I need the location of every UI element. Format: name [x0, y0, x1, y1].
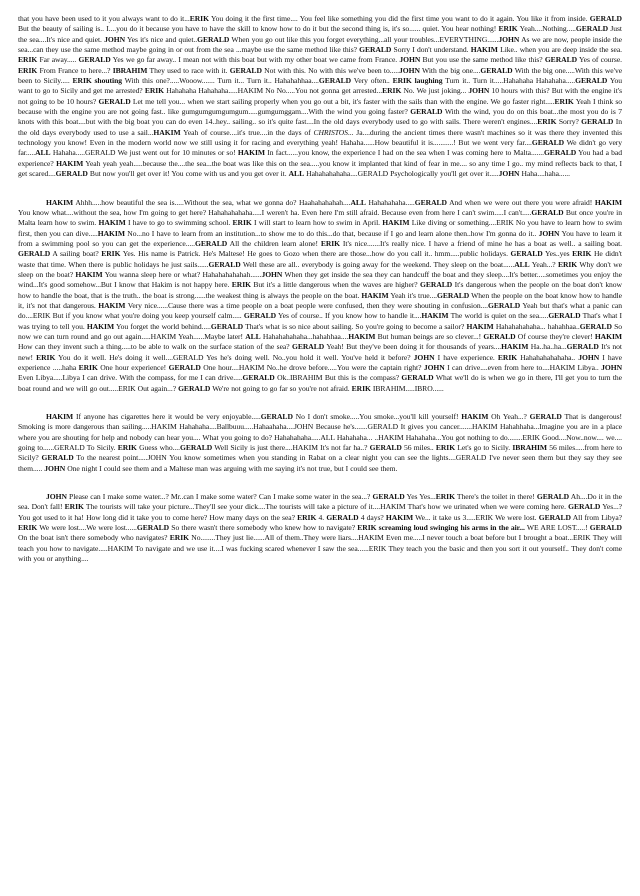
- speaker-name: ERIK: [36, 352, 56, 362]
- speaker-name: ALL: [245, 331, 261, 341]
- speaker-name: JOHN: [423, 363, 445, 372]
- dialogue-text: No I don't smoke.....You smoke...you'll kill yourself!: [292, 412, 462, 422]
- speaker-name: HAKIM: [237, 148, 265, 158]
- speaker-name: GERALD: [98, 96, 131, 106]
- dialogue-text: Of course they're clever!: [515, 331, 595, 341]
- dialogue-text: From France to here...?: [37, 65, 113, 75]
- dialogue-text: But it's a little dangerous when the waves are higher?: [250, 280, 421, 290]
- dialogue-text: With the big one....: [419, 65, 481, 75]
- speaker-name: GERALD: [531, 138, 565, 148]
- dialogue-text: The world is quiet on the sea.....: [448, 311, 549, 321]
- speaker-name: HAKIM: [461, 412, 489, 422]
- dialogue-text: When the people on the boat know how to handle it, it's not that dangerous.: [18, 290, 622, 310]
- dialogue-text: Yeah I think so because with the engine you are not going fast.. like gumgumgumgumgum.....gumgumggam....With the wind you going faster?: [18, 96, 622, 117]
- speaker-name: JOHN: [578, 352, 600, 362]
- speaker-name: GERALD: [197, 34, 230, 44]
- speaker-name: JOHN: [104, 34, 126, 44]
- speaker-name: GERALD: [18, 249, 51, 259]
- dialogue-text: Hahahahahaha... hahahhaa..: [493, 321, 580, 331]
- dialogue-text: I can drive....even from here to....HAKIM Libya..: [444, 363, 602, 372]
- dialogue-text: Ok..IBRAHIM But this is the compass?: [274, 373, 402, 383]
- dialogue-text: Just the sea....It's nice and quiet.: [18, 24, 622, 44]
- speaker-name: GERALD: [243, 311, 277, 321]
- speaker-name: ALL: [514, 259, 530, 269]
- dialogue-text: But human beings are so clever...!: [375, 331, 484, 341]
- speaker-name: ERIK: [18, 55, 38, 65]
- speaker-name: ERIK: [144, 86, 165, 96]
- speaker-name: GERALD: [529, 412, 562, 422]
- speaker-name: HAKIM: [98, 218, 126, 228]
- dialogue-text: No...no I have to learn from an institution...to show me to do this...do that, because if I go and learn alone then..how I'm gonna do it..: [124, 228, 539, 238]
- dialogue-text: Even Libya.....Libya I can drive. With the compass, for me I can drive.....: [18, 373, 243, 383]
- speaker-name: GERALD: [78, 55, 111, 65]
- dialogue-text: But now you'll get over it! You come with us and you get over it.: [87, 169, 289, 179]
- speaker-name: GERALD: [168, 363, 201, 372]
- dialogue-text: Let me tell you... when we start sailing properly when you go out a bit, it's faster with the sails than with the engine. We go faster right.....: [130, 96, 555, 106]
- dialogue-text: That is dangerous! Smoking is more dangerous than sailing.....HAKIM Hahahaha....Ballbuuu.....Hahaahaha....JOHN Because he's.......GERALD It gives you cancer.......HAKIM Hahahhaha...Imagine you are in a place where you are shouting for help and nobody can hear you.... What you going to do? Hahahahaha.....ALL Hahahaha... ..HAKIM Hahahaha...You got nothing to do........ERIK Good....Now..now.... we.... going to......GERALD To Sicily.: [18, 412, 622, 453]
- speaker-name: GERALD: [510, 249, 543, 259]
- dialogue-text: Guess who....: [136, 443, 180, 453]
- dialogue-text: So now we can turn round and go out again.....HAKIM Yeah......Maybe later!: [18, 321, 623, 341]
- dialogue-text: Sorry?: [556, 117, 582, 127]
- speaker-name: GERALD: [194, 238, 228, 248]
- dialogue-text: Yeah....Nothing.....: [517, 24, 576, 34]
- dialogue-text: Yes. His name is Patrick. He's Maltese! He goes to Gozo when there are those...how do you call it.. hmm.....public holidays.: [120, 249, 511, 259]
- dialogue-text: But the beauty of sailing is.. I....you do it because you have to have the skill to know how to do it but the second thing is, it's so...... quiet. You hear nothing!: [18, 24, 499, 34]
- dialogue-text: Ahhh.....how beautiful the sea is.....Without the sea, what we gonna do? Haahahahahah....: [73, 197, 351, 207]
- dialogue-text: Hahahahahaha...hahahhaa....: [260, 331, 349, 341]
- dialogue-text: Yes..yes: [542, 249, 573, 259]
- speaker-name: GERALD: [566, 342, 599, 352]
- speaker-name: HAKIM: [594, 331, 622, 341]
- dialogue-text: 4 days?: [358, 512, 386, 522]
- dialogue-text: With this one?.....Wooow....... Turn it... Turn it.. Hahahahhaa....: [121, 76, 319, 86]
- speaker-name: JOHN: [261, 269, 283, 279]
- speaker-name: ERIK: [497, 352, 518, 362]
- dialogue-text: Yes we go far away.. I mean not with this boat but with my other boat we came from France.: [110, 55, 400, 65]
- dialogue-text: Yes of course.: [577, 55, 622, 65]
- dialogue-text: With the big one.....With this we've been to Sicily.....: [18, 65, 623, 86]
- dialogue-text: Yes it's nice and quiet..: [125, 34, 198, 44]
- speaker-name: HAKIM: [348, 331, 376, 341]
- dialogue-text: We didn't go very far.....: [18, 138, 622, 158]
- dialogue-text: Well these are all.. everybody is going away for the weekend. They sleep on the boat......: [240, 259, 515, 269]
- dialogue-text: Hahahahahahaha..: [517, 352, 579, 362]
- speaker-name: GERALD: [531, 207, 564, 217]
- dialogue-text: And when we were out there you were afraid!: [446, 197, 595, 207]
- dialogue-text: I have experience .....haha: [18, 352, 623, 372]
- dialogue-text: You do it well. He's doing it well....GERALD Yes he's doing well. No..you hold it well. You've held it before?: [55, 352, 414, 362]
- dialogue-text: Very often..: [351, 76, 393, 86]
- dialogue-text: No. We just joking...: [401, 86, 469, 96]
- dialogue-text: Not with this. No with this we've been to.....: [261, 65, 399, 75]
- speaker-name: HAKIM: [97, 228, 125, 238]
- speaker-name: ERIK: [64, 502, 84, 512]
- dialogue-text: He didn't waste that time. When there is public holidays he just sails......: [18, 249, 622, 269]
- dialogue-text: Sorry I don't understand.: [391, 45, 471, 55]
- speaker-name: ERIK: [231, 280, 251, 290]
- speaker-name: JOHN: [413, 352, 435, 362]
- dialogue-text: I have experience.: [434, 352, 498, 362]
- dialogue-text: It's dangerous when the people on the boat don't know how to handle the boat, that is the truth.. the boat is strong......the weakest thing is always the people on the boat.: [18, 280, 622, 300]
- speaker-name: GERALD: [437, 290, 470, 300]
- transcript-paragraph: [18, 412, 622, 474]
- speaker-name: ALL: [35, 148, 51, 158]
- dialogue-text: In fact......you know, the experience I had on the sea when I was coming here to Malta.......: [264, 148, 544, 158]
- dialogue-text: Hahaha.....GERALD We just went out for 10 minutes or so!: [50, 148, 238, 158]
- speaker-name: GERALD: [543, 148, 577, 158]
- speaker-name: ERIK: [382, 86, 402, 96]
- dialogue-text: One night I could see them and a Maltese man was arguing with me saying it's not true, but I could see them.: [65, 463, 398, 473]
- dialogue-text: I have to go to swimming school.: [125, 218, 233, 228]
- dialogue-text: All the children learn alone!: [227, 238, 321, 248]
- speaker-name: JOHN: [601, 363, 623, 372]
- speaker-name: JOHN: [399, 55, 421, 65]
- speaker-name: JOHN: [398, 65, 420, 75]
- dialogue-text: Yeah...?: [529, 259, 558, 269]
- speaker-name: JOHN: [538, 228, 560, 238]
- speaker-name: ERIK: [351, 383, 371, 393]
- dialogue-text: You forget the world behind.....: [114, 321, 211, 331]
- dialogue-text: Yes Yes...: [404, 492, 436, 502]
- speaker-name: IBRAHIM: [112, 65, 148, 75]
- dialogue-text: When you go out like this you forget everything...all your troubles...EVERYTHING......: [229, 34, 499, 44]
- speaker-name: GERALD: [589, 14, 622, 23]
- speaker-name: HAKIM: [56, 158, 84, 168]
- dialogue-text: Ah....Do it in the sea. Don't fall!: [18, 492, 622, 512]
- dialogue-text: There's the toilet in there!: [454, 492, 537, 502]
- dialogue-text: One hour experience!: [97, 363, 169, 372]
- speaker-name: GERALD: [242, 373, 275, 383]
- speaker-name: HAKIM: [382, 218, 410, 228]
- speaker-name: GERALD: [536, 492, 570, 502]
- speaker-name: JOHN: [498, 169, 520, 179]
- speaker-name: HAKIM: [46, 197, 74, 207]
- speaker-name: GERALD: [372, 492, 405, 502]
- speaker-name: GERALD: [538, 512, 571, 522]
- speaker-name: ERIK: [101, 249, 121, 259]
- dialogue-text: 4.: [316, 512, 327, 522]
- dialogue-text: What we'll do is when we go in there, I'll get you to turn the boat round and we will go out.....ERIK Out again...?: [18, 373, 622, 393]
- speaker-name: GERALD: [581, 117, 614, 127]
- speaker-name: JOHN: [468, 86, 490, 96]
- dialogue-text: Far away.....: [37, 55, 79, 65]
- dialogue-text: But once you're in Malta learn how to swim.: [18, 207, 622, 228]
- transcript-paragraph: [18, 198, 622, 395]
- dialogue-text: You had a bad experience?: [18, 148, 622, 168]
- dialogue-text: How can they invent such a thing.....to be able to walk on the surface station of the sea?: [18, 342, 292, 352]
- speaker-name: GERALD: [579, 321, 612, 331]
- dialogue-text: They used to race with it.: [147, 65, 230, 75]
- speaker-name: ERIK: [169, 533, 189, 543]
- speaker-name: GERALD: [487, 300, 521, 310]
- speaker-name: JOHN: [46, 492, 67, 502]
- dialogue-text: On the boat isn't there somebody who navigates?: [18, 533, 170, 543]
- dialogue-text: You have to learn it from a swimming pool so you can get the experience.....: [18, 228, 622, 248]
- dialogue-text: Yeah it's true....: [388, 290, 438, 300]
- speaker-name: ERIK laughing: [392, 76, 443, 86]
- speaker-name: HAKIM: [98, 300, 126, 310]
- speaker-name: GERALD: [480, 65, 513, 75]
- dialogue-text: To the nearest point.....JOHN You know sometimes when you standing in Rabat on a clear night you can see the lights....GERALD I've never seen them but they say they see them.....: [18, 453, 622, 473]
- speaker-name: GERALD: [229, 65, 262, 75]
- speaker-name: GERALD: [369, 443, 402, 453]
- dialogue-text: Yeah yeah yeah.....because the....the sea...the boat was like this on the sea.....you know it implanted that kind of fear in me.... so any time I go.. my mind reflects back to that, I get scared....: [18, 158, 622, 179]
- dialogue-text: Please can I make some water...? Mr..can I make some water? Can I make some water in the sea...?: [66, 492, 373, 502]
- speaker-name: ERIK: [18, 523, 38, 533]
- speaker-name: GERALD: [548, 311, 581, 321]
- dialogue-text: IBRAHIM.....IBRO......: [370, 383, 444, 393]
- dialogue-text: 56 miles..: [401, 443, 436, 453]
- dialogue-text: Ha..ha..ha...: [528, 342, 567, 352]
- dialogue-text: When they get inside the sea they can handcuff the boat and they sleep....It's better.....sometimes you enjoy the wind...It's good somehow...But I know that Hakim is not happy here.: [18, 269, 622, 290]
- speaker-name: GERALD: [420, 280, 453, 290]
- dialogue-text: I will start to learn how to swim in April.: [251, 218, 383, 228]
- speaker-name: GERALD: [359, 45, 392, 55]
- dialogue-text: Like diving or something....ERIK No you have to learn how to swim first, then you can dive.....: [18, 218, 622, 238]
- speaker-name: ERIK: [18, 65, 38, 75]
- dialogue-text: So there wasn't there somebody who knew how to navigate?: [169, 523, 358, 533]
- speaker-name: ERIK: [435, 492, 455, 502]
- dialogue-text: We were lost....We were lost......: [37, 523, 137, 533]
- speaker-name: GERALD: [210, 321, 244, 331]
- speaker-name: ERIK: [78, 363, 98, 372]
- speaker-name: ERIK: [117, 443, 137, 453]
- speaker-name: ERIK screaming loud swinging his arms in the air...: [357, 523, 525, 533]
- speaker-name: GERALD: [589, 523, 622, 533]
- speaker-name: ERIK: [320, 238, 341, 248]
- speaker-name: HAKIM: [501, 342, 529, 352]
- speaker-name: HAKIM: [361, 290, 389, 300]
- speaker-name: HAKIM: [153, 127, 181, 137]
- speaker-name: ERIK: [232, 218, 252, 228]
- speaker-name: HAKIM: [421, 311, 449, 321]
- dialogue-text: But you use the same method like this?: [420, 55, 545, 65]
- dialogue-text: It's not new!: [18, 342, 622, 362]
- speaker-name: GERALD: [568, 502, 601, 512]
- dialogue-text: That's what I was trying to tell you.: [18, 311, 622, 331]
- speaker-name: JOHN: [44, 463, 66, 473]
- dialogue-text: 56 miles.....from here to Sicily?: [18, 443, 622, 463]
- dialogue-text: Let's go to Sicily.: [455, 443, 513, 453]
- dialogue-text: Very nice......Cause there was a time people on a boat people were confused, then they were shouting in confusion....: [125, 300, 488, 310]
- dialogue-text: You know what....without the sea, how I'm going to get here? Hahahahahaha.....I weren't ha. Even here I'm still afraid. Because even from here I can't swim.....I can't.....: [18, 207, 532, 217]
- dialogue-text: WE ARE LOST.....!: [524, 523, 590, 533]
- speaker-name: GERALD: [136, 523, 170, 533]
- dialogue-text: You want to go to Sicily and get me arrested?: [18, 76, 623, 96]
- speaker-name: GERALD: [410, 107, 443, 117]
- speaker-name: GERALD: [544, 55, 578, 65]
- dialogue-text: The tourists will take your picture...They'll see your dick....The tourists will take a picture of it....HAKIM That's how we urinated when we were coming here.: [83, 502, 569, 512]
- dialogue-text: A sailing boat?: [50, 249, 102, 259]
- dialogue-text: Yeah of course....it's true....in the days of: [180, 127, 314, 137]
- speaker-name: ALL: [288, 169, 305, 179]
- speaker-name: ERIK: [435, 443, 456, 453]
- speaker-name: IBRAHIM: [512, 443, 548, 453]
- speaker-name: ERIK: [557, 259, 578, 269]
- dialogue-text: Yes...? You got used to it ha! How long did it take you to come here? How many days on the sea?: [18, 502, 623, 522]
- speaker-name: GERALD: [483, 331, 516, 341]
- speaker-name: ALL: [350, 197, 366, 207]
- transcript-body: [18, 14, 622, 565]
- dialogue-text: We... it take us 3.....ERIK We were lost.: [413, 512, 539, 522]
- dialogue-text: Yeah but that's what a panic can do....ERIK But if you know what you're doing you keep yourself calm.....: [18, 300, 622, 321]
- speaker-name: GERALD: [260, 412, 293, 422]
- speaker-name: HAKIM: [466, 321, 494, 331]
- speaker-name: ERIK shouting: [72, 76, 122, 86]
- speaker-name: ERIK: [572, 249, 592, 259]
- speaker-name: ERIK: [189, 14, 209, 23]
- dialogue-text: It's nice.......It's really nice. I have a friend of mine he has a boat as well.. a sailing boat.: [340, 238, 622, 248]
- dialogue-text: Yes of course.. If you know how to handle it....: [276, 311, 422, 321]
- speaker-name: GERALD: [318, 76, 352, 86]
- dialogue-text: Why don't we sleep on the boat?: [18, 259, 622, 279]
- speaker-name: ERIK: [297, 512, 317, 522]
- transcript-paragraph: [18, 492, 622, 564]
- dialogue-text: We're not going to go far so you're not afraid.: [210, 383, 352, 393]
- dialogue-text: Well Sicily is just there....HAKIM It's not far ha..?: [212, 443, 370, 453]
- speaker-name: GERALD: [575, 24, 609, 34]
- dialogue-text: Haha....haha......: [519, 169, 570, 179]
- dialogue-text: that you have been used to it you always want to do it...: [18, 14, 190, 23]
- dialogue-text: You doing it the first time.... You feel like something you did the first time you want to do it again. You like it from inside.: [208, 14, 590, 23]
- dialogue-text: That's what is so nice about sailing. So you're going to become a sailor?: [243, 321, 467, 331]
- dialogue-text: ... Ja....during the ancient times there wasn't machines so it was there they invented this technology you know! Even in the modern world now we still using it for racing and everything yeah! Hahaha......How beautiful it is...........! But we went very far....: [18, 127, 622, 148]
- speaker-name: HAKIM: [86, 321, 115, 331]
- speaker-name: GERALD: [179, 443, 213, 453]
- dialogue-text: No........They just lie......All of them..They were liars....HAKIM Even me.....I never touch a boat before but I brought a boat...ERIK They will teach you how to navigate.....HAKIM To navigate and we use it....I was fucking scared whenever I saw the sea......ERIK They teach you the basic and then you sort it out yourself.. They don't come with you or anything....: [18, 533, 622, 564]
- speaker-name: ERIK: [498, 24, 518, 34]
- speaker-name: HAKIM: [385, 512, 414, 522]
- speaker-name: GERALD: [401, 373, 434, 383]
- dialogue-text: Hahahahaha.....: [365, 197, 415, 207]
- speaker-name: HAKIM: [594, 197, 622, 207]
- dialogue-text: Like.. when you are deep inside the sea.: [497, 45, 623, 55]
- speaker-name: ERIK: [537, 117, 557, 127]
- emphasis-text: CHRISTOS: [313, 127, 348, 137]
- speaker-name: ERIK: [554, 96, 574, 106]
- transcript-paragraph: [18, 14, 622, 180]
- dialogue-text: If anyone has cigarettes here it would be very enjoyable.....: [73, 412, 261, 422]
- speaker-name: GERALD: [575, 76, 608, 86]
- dialogue-text: Hahahaha Hahahaha.....HAKIM No No.....You not gonna get arrested...: [164, 86, 383, 96]
- dialogue-text: Hahahahahaha....GERALD Psychologically you'll get over it.....: [304, 169, 499, 179]
- speaker-name: HAKIM: [46, 412, 74, 422]
- speaker-name: GERALD: [178, 383, 211, 393]
- speaker-name: GERALD: [414, 197, 447, 207]
- dialogue-text: Yeah! But they've been doing it for thousands of years....: [324, 342, 502, 352]
- dialogue-text: Turn it.. Turn it.....Hahahaha Hahahaha.....: [442, 76, 576, 86]
- speaker-name: GERALD: [41, 453, 74, 463]
- speaker-name: GERALD: [208, 259, 241, 269]
- speaker-name: HAKIM: [470, 45, 498, 55]
- dialogue-text: 10 hours with this? But with the engine it's not going to be 10 hours?: [18, 86, 622, 106]
- dialogue-text: One hour....HAKIM No..he drove before.....You were the captain right?: [200, 363, 424, 372]
- speaker-name: JOHN: [498, 34, 520, 44]
- dialogue-text: You wanna sleep here or what? Hahahahahahah......: [102, 269, 262, 279]
- speaker-name: GERALD: [291, 342, 325, 352]
- dialogue-text: As we are now, people inside the sea...can they use the same method maybe going in or out from the sea ...maybe use the same method like this?: [18, 34, 622, 55]
- dialogue-text: In the old days everybody used to use a sail...: [18, 117, 622, 137]
- speaker-name: GERALD: [326, 512, 359, 522]
- dialogue-text: With the wind, you do on this boat...the most you do is 7 knots with this boat....but with the big boat you can do even 14..hey.. sailing.. so it's quite fast....In the old days everybody used to go with sails. There weren't engines....: [18, 107, 622, 127]
- speaker-name: HAKIM: [75, 269, 103, 279]
- speaker-name: GERALD: [55, 169, 88, 179]
- dialogue-text: All from Libya?: [570, 512, 622, 522]
- dialogue-text: Oh Yeah...?: [488, 412, 530, 422]
